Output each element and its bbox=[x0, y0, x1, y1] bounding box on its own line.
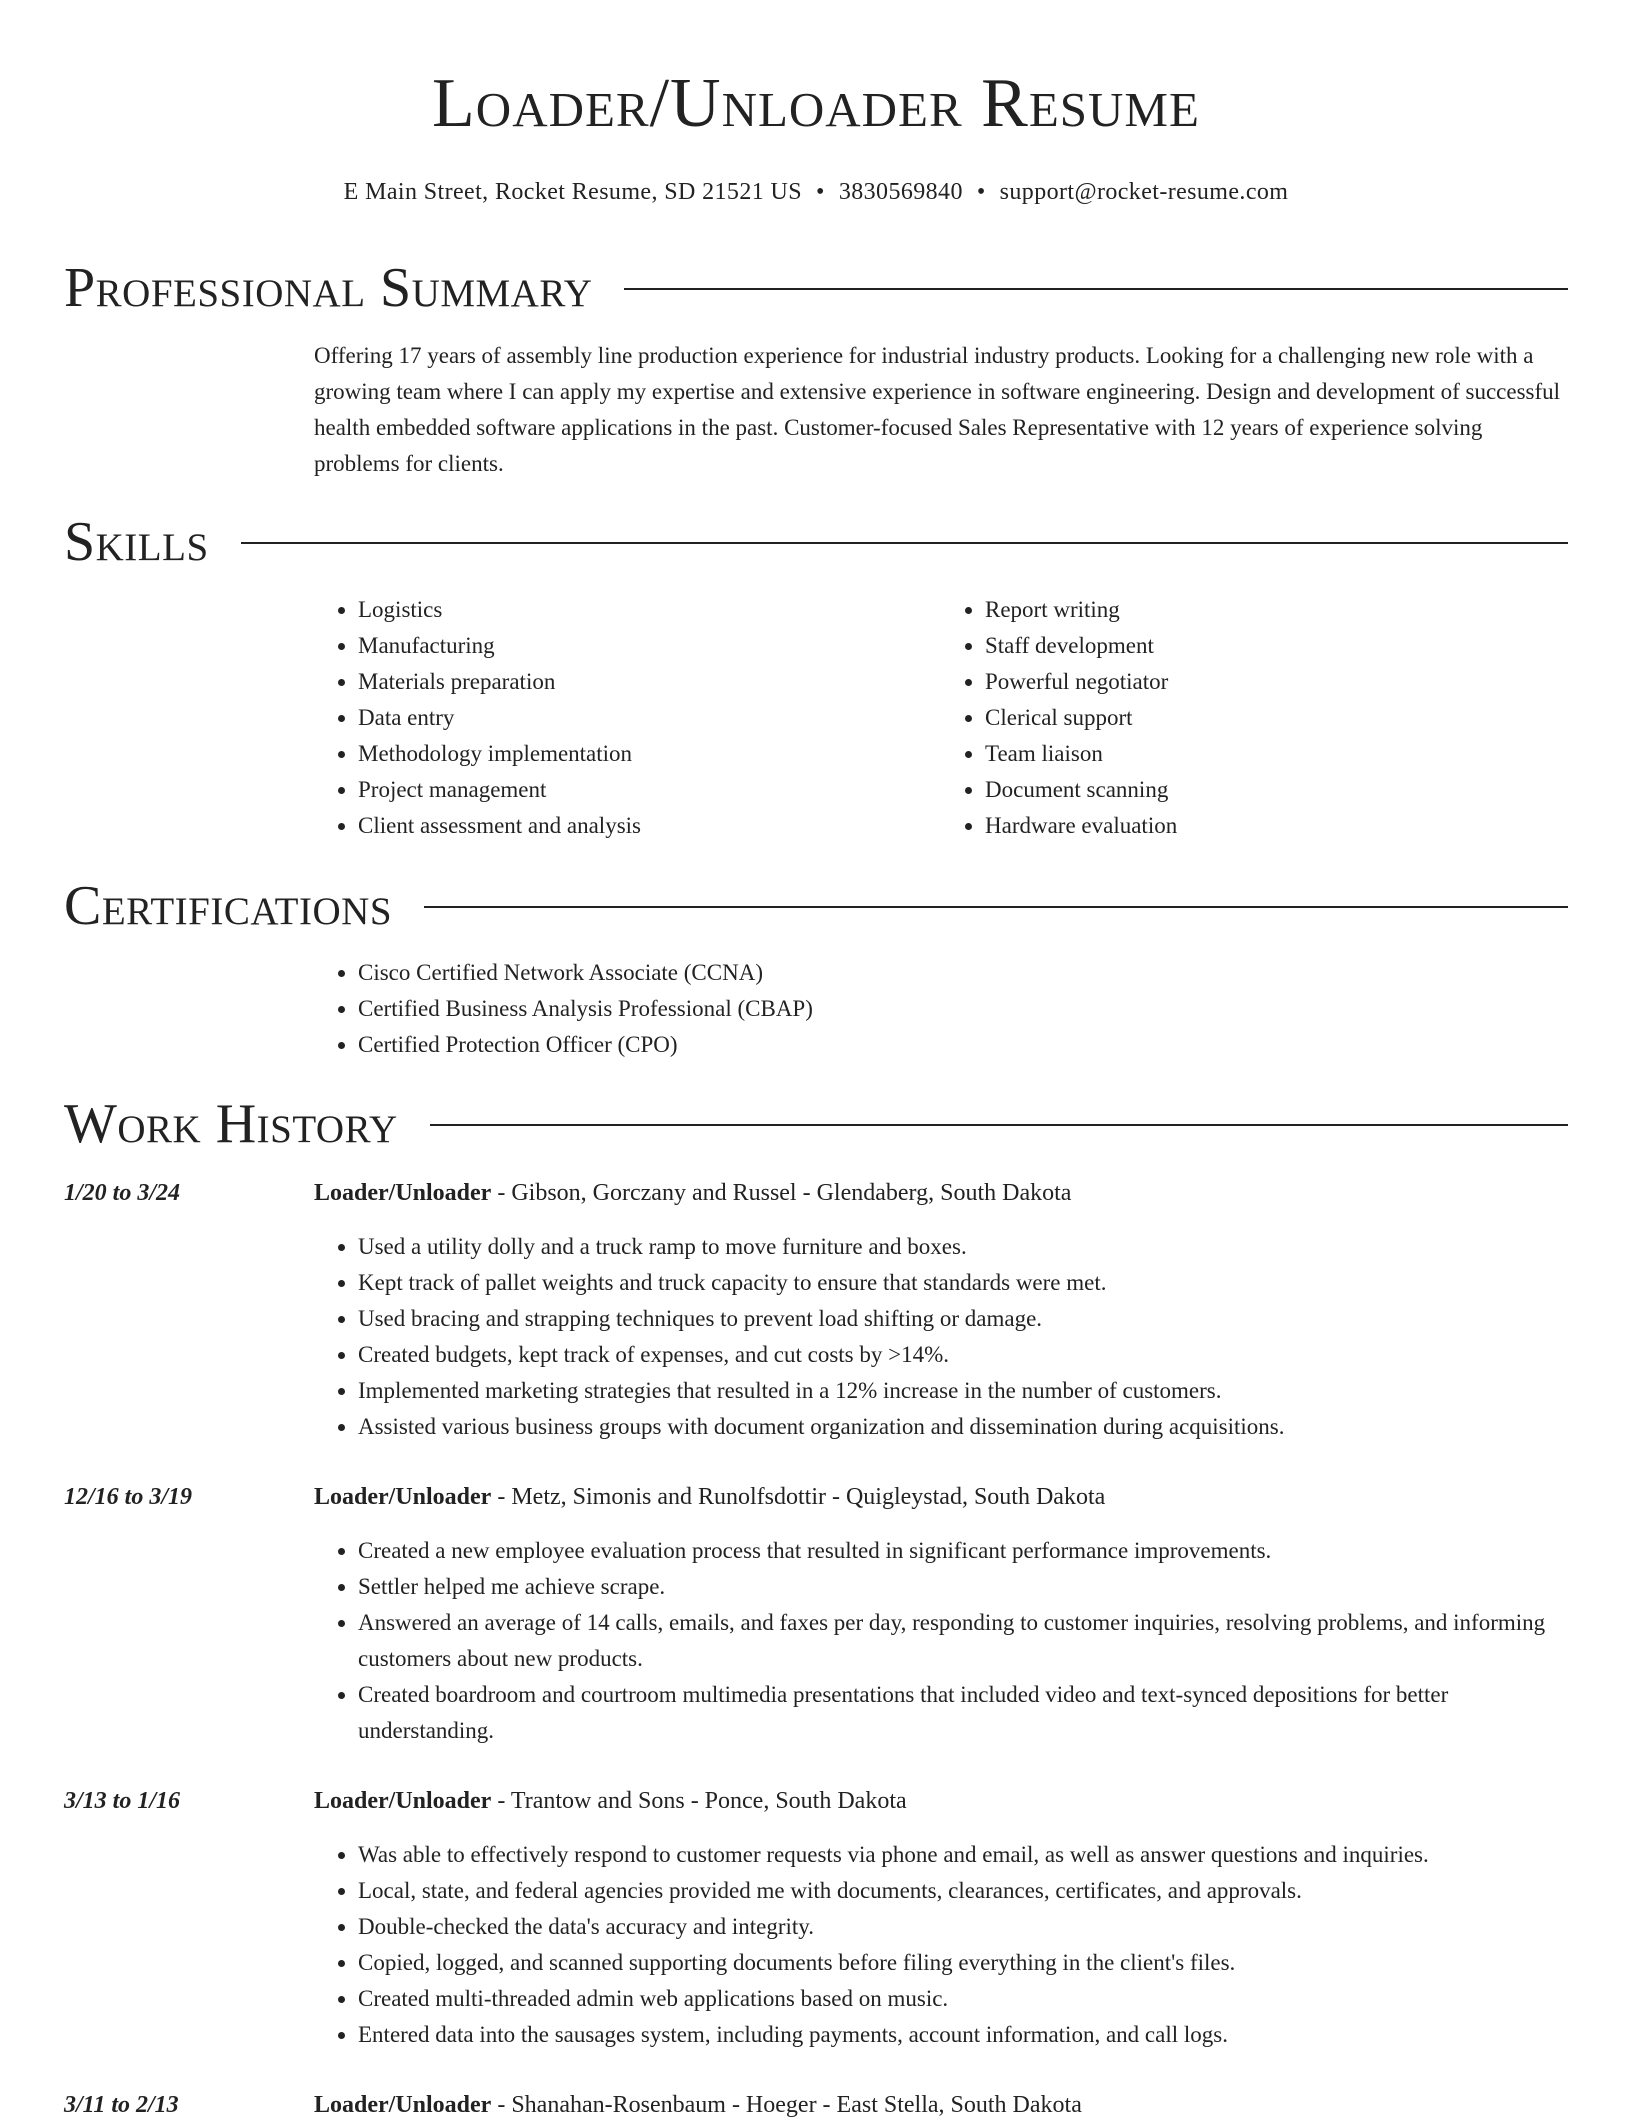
job-title: Loader/Unloader bbox=[314, 2092, 492, 2118]
job-company: - Gibson, Gorczany and Russel - Glendaberg, South Dakota bbox=[491, 1180, 1072, 1206]
section-divider bbox=[424, 906, 1568, 908]
job-bullet: • Created boardroom and courtroom multimedia presentations that included video and text-synced depositions for better understanding. bbox=[358, 1677, 1568, 1749]
skill-item: • Methodology implementation bbox=[358, 736, 941, 772]
summary-heading: Professional Summary bbox=[64, 257, 593, 319]
job-bullet: • Settler helped me achieve scrape. bbox=[358, 1569, 1568, 1605]
job-bullet: • Implemented marketing strategies that resulted in a 12% increase in the number of customers. bbox=[358, 1373, 1568, 1409]
job-bullet: • Used bracing and strapping techniques to prevent load shifting or damage. bbox=[358, 1301, 1568, 1337]
certification-item: • Cisco Certified Network Associate (CCNA) bbox=[358, 955, 1568, 991]
job-dates: 12/16 to 3/19 bbox=[64, 1484, 193, 1510]
work-history-section-header bbox=[64, 1092, 1568, 1156]
skill-item: • Hardware evaluation bbox=[985, 808, 1568, 844]
job-dates: 3/11 to 2/13 bbox=[64, 2092, 179, 2118]
job-company: - Metz, Simonis and Runolfsdottir - Quigleystad, South Dakota bbox=[491, 1484, 1106, 1510]
job-title-line bbox=[314, 1175, 1568, 1211]
certifications-section-header bbox=[64, 874, 1568, 938]
section-divider bbox=[430, 1124, 1568, 1126]
resume-title: Loader/Unloader Resume bbox=[432, 65, 1200, 142]
job-bullet: • Created multi-threaded admin web applications based on music. bbox=[358, 1981, 1568, 2017]
skill-item: • Materials preparation bbox=[358, 664, 941, 700]
job-bullet: • Was able to effectively respond to customer requests via phone and email, as well as answer questions and inquiries. bbox=[358, 1837, 1568, 1873]
job-entry bbox=[64, 1783, 1568, 2053]
skill-item: • Project management bbox=[358, 772, 941, 808]
job-entry bbox=[64, 1479, 1568, 1749]
job-dates: 1/20 to 3/24 bbox=[64, 1180, 181, 1206]
job-bullet: • Kept track of pallet weights and truck capacity to ensure that standards were met. bbox=[358, 1265, 1568, 1301]
job-title: Loader/Unloader bbox=[314, 1180, 492, 1206]
summary-text: Offering 17 years of assembly line production experience for industrial industry products. Looking for a challenging new role with a growing team where I can apply my expertise and extensive experience in software engineering. Design and development of successful health embedded software applications in the past. Customer-focused Sales Representative with 12 years of experience solving problems for clients. bbox=[314, 343, 1561, 476]
job-dates: 3/13 to 1/16 bbox=[64, 1788, 181, 1814]
skills-heading: Skills bbox=[64, 511, 209, 573]
skill-item: • Client assessment and analysis bbox=[358, 808, 941, 844]
job-title: Loader/Unloader bbox=[314, 1484, 492, 1510]
skill-item: • Data entry bbox=[358, 700, 941, 736]
job-entry bbox=[64, 1175, 1568, 1445]
job-bullet: • Used a utility dolly and a truck ramp to move furniture and boxes. bbox=[358, 1229, 1568, 1265]
job-bullet: • Entered data into the sausages system, including payments, account information, and call logs. bbox=[358, 2017, 1568, 2053]
skills-list bbox=[314, 592, 1568, 844]
job-bullet: • Answered an average of 14 calls, emails, and faxes per day, responding to customer inquiries, resolving problems, and informing customers about new products. bbox=[358, 1605, 1568, 1677]
job-company: - Shanahan-Rosenbaum - Hoeger - East Stella, South Dakota bbox=[491, 2092, 1082, 2118]
job-title-line bbox=[314, 2087, 1568, 2123]
work-history-heading: Work History bbox=[64, 1093, 398, 1155]
skill-item: • Report writing bbox=[985, 592, 1568, 628]
skills-column-left bbox=[314, 592, 941, 844]
job-bullet: • Local, state, and federal agencies provided me with documents, clearances, certificates, and approvals. bbox=[358, 1873, 1568, 1909]
job-bullet: • Copied, logged, and scanned supporting documents before filing everything in the client's files. bbox=[358, 1945, 1568, 1981]
skill-item: • Team liaison bbox=[985, 736, 1568, 772]
certification-item: • Certified Protection Officer (CPO) bbox=[358, 1027, 1568, 1063]
job-title-line bbox=[314, 1783, 1568, 1819]
job-bullet: • Double-checked the data's accuracy and integrity. bbox=[358, 1909, 1568, 1945]
section-divider bbox=[241, 542, 1568, 544]
job-title: Loader/Unloader bbox=[314, 1788, 492, 1814]
section-divider bbox=[624, 288, 1568, 290]
certifications-heading: Certifications bbox=[64, 875, 393, 937]
skill-item: • Manufacturing bbox=[358, 628, 941, 664]
job-bullet: • Created a new employee evaluation process that resulted in significant performance improvements. bbox=[358, 1533, 1568, 1569]
job-title-line bbox=[314, 1479, 1568, 1515]
contact-separator: • bbox=[816, 179, 825, 205]
certification-item: • Certified Business Analysis Professional (CBAP) bbox=[358, 991, 1568, 1027]
skill-item: • Logistics bbox=[358, 592, 941, 628]
skill-item: • Document scanning bbox=[985, 772, 1568, 808]
job-company: - Trantow and Sons - Ponce, South Dakota bbox=[491, 1788, 907, 1814]
skill-item: • Staff development bbox=[985, 628, 1568, 664]
skills-section-header bbox=[64, 510, 1568, 574]
contact-email: support@rocket-resume.com bbox=[999, 179, 1289, 205]
summary-section-header bbox=[64, 256, 1568, 320]
contact-phone: 3830569840 bbox=[838, 179, 963, 205]
contact-address: E Main Street, Rocket Resume, SD 21521 US bbox=[343, 179, 803, 205]
contact-line bbox=[0, 172, 1632, 212]
certifications-list bbox=[314, 955, 1568, 1063]
contact-separator: • bbox=[976, 179, 986, 205]
job-bullet: • Assisted various business groups with document organization and dissemination during acquisitions. bbox=[358, 1409, 1568, 1445]
skill-item: • Clerical support bbox=[985, 700, 1568, 736]
job-bullet: • Created budgets, kept track of expenses, and cut costs by >14%. bbox=[358, 1337, 1568, 1373]
skills-column-right bbox=[941, 592, 1568, 844]
skill-item: • Powerful negotiator bbox=[985, 664, 1568, 700]
job-entry bbox=[64, 2087, 1568, 2123]
